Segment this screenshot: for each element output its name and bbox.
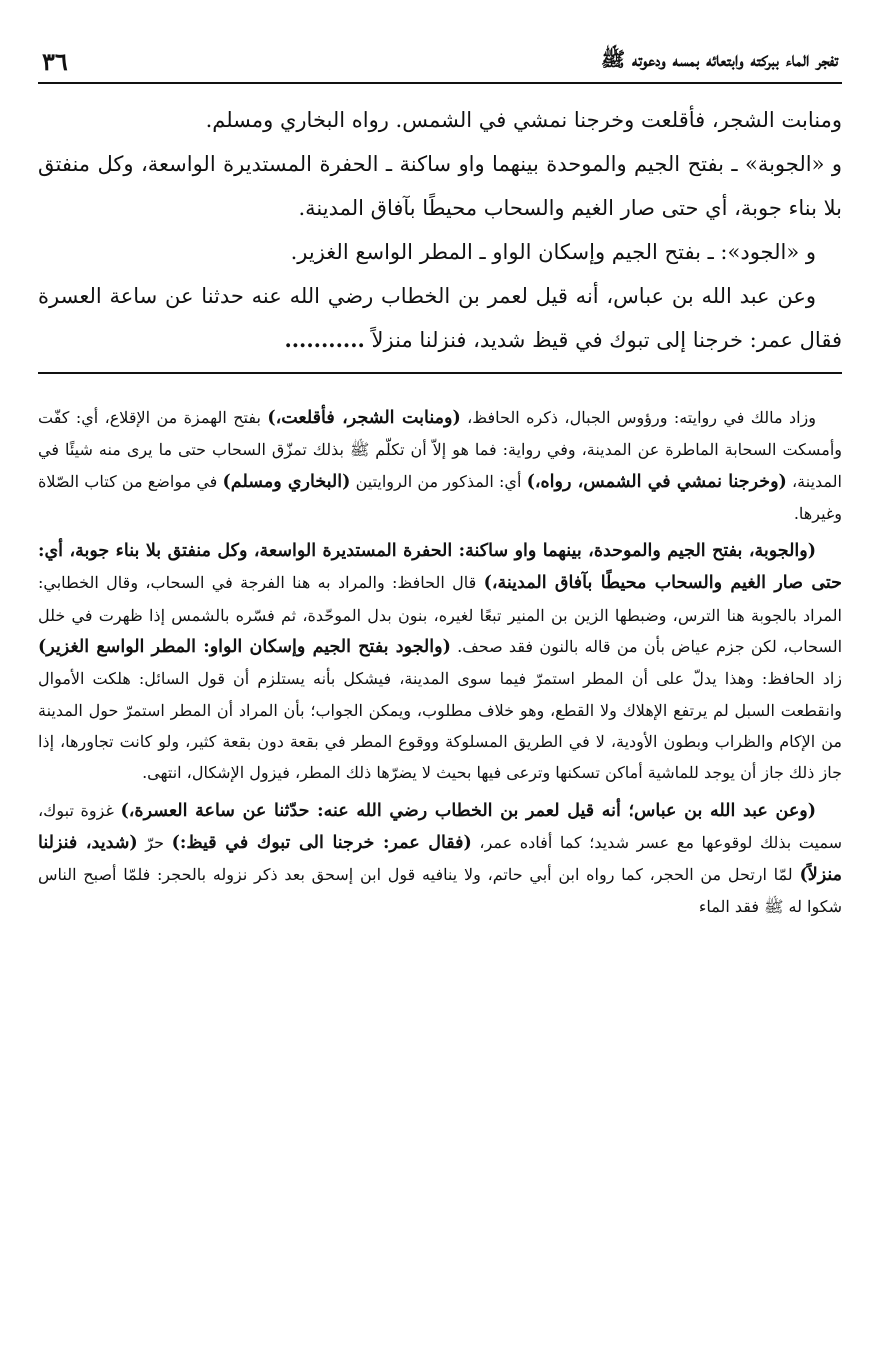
main-paragraph: و «الجود»: ـ بفتح الجيم وإسكان الواو ـ المطر الواسع الغزير. <box>290 240 816 264</box>
commentary-quote: (والجود بفتح الجيم وإسكان الواو: المطر الواسع الغزير) <box>38 637 451 658</box>
page-header <box>38 40 842 84</box>
running-title: تفجر الماء ببركته وابتعائه بمسه ودعوته ﷺ <box>600 47 838 71</box>
page-number: ٣٦ <box>42 47 68 76</box>
commentary-quote: (وخرجنا نمشي في الشمس، رواه،) <box>526 471 787 492</box>
commentary-text: قال الحافظ: والمراد به هنا الفرجة في السحاب، وقال الخطابي: المراد بالجوبة هنا الترس، وضبطها الزين بن المنير تبعًا لغيره، بنون بدل الموحّدة، ثم فسّره بالشمس إذا ظهرت في خلل السحاب، لكن جزم عياض بأن من قاله بالنون فقد صحف. <box>38 573 843 657</box>
commentary-paragraph <box>38 535 842 788</box>
main-paragraph: ومنابت الشجر، فأقلعت وخرجنا نمشي في الشمس. رواه البخاري ومسلم. <box>205 108 842 132</box>
commentary-text: غزوة تبوك، سميت بذلك لوقوعها مع عسر شديد؛ كما أفاده عمر، <box>38 800 842 852</box>
main-paragraph: و «الجوبة» ـ بفتح الجيم والموحدة بينهما واو ساكنة ـ الحفرة المستديرة الواسعة، وكل منفتق بلا بناء جوبة، أي حتى صار الغيم والسحاب محيطًا بآفاق المدينة. <box>38 152 842 220</box>
main-paragraph <box>38 274 842 362</box>
ellipsis: ........... <box>284 327 365 352</box>
commentary-quote: (شديد، فنزلنا منزلاً) <box>38 832 843 886</box>
commentary-text: أي: المذكور من الروايتين <box>350 471 527 491</box>
commentary-text: زاد الحافظ: وهذا يدلّ على أن المطر استمرّ فيما سوى المدينة، فيشكل بأنه يستلزم أن قول السائل: هلكت الأموال وانقطعت السبل لم يرتفع الإهلاك ولا القطع، وهو خلاف مطلوب، ويمكن الجواب؛ بأن المراد أن المطر استمرّ حول المدينة من الإكام والظراب وبطون الأودية، لا في الطريق المسلوكة ووقوع المطر في بقعة دون بقعة كثير، ولو كانت تجاورها، إذا جاز ذلك جاز أن يوجد للماشية أماكن تسكنها وترعى فيها بحيث لا يضرّها ذلك المطر، فيزول الإشكال، انتهى. <box>38 669 843 783</box>
commentary-paragraph <box>38 402 842 529</box>
commentary-text: لمّا ارتحل من الحجر، كما رواه ابن أبي حاتم، ولا ينافيه قول ابن إسحق بعد ذكر نزوله بالحجر: فلمّا أصبح الناس شكوا له ﷺ فقد الماء <box>38 865 842 917</box>
commentary-text: بفتح الهمزة من الإقلاع، أي: كفّت وأمسكت السحابة الماطرة عن المدينة، وفي رواية: فما هو إلاّ أن تكلّم ﷺ بذلك تمزّق السحاب حتى ما يرى منه شيئًا في المدينة، <box>38 408 842 491</box>
commentary-text: في مواضع من كتاب الصّلاة وغيرها. <box>38 471 842 523</box>
commentary <box>38 402 842 923</box>
separator-rule <box>38 372 842 374</box>
book-page <box>38 40 842 1340</box>
commentary-text: وزاد مالك في روايته: ورؤوس الجبال، ذكره الحافظ، <box>460 408 816 427</box>
commentary-quote: (فقال عمر: خرجنا الى تبوك في قيظ:) <box>171 832 472 853</box>
commentary-quote: (البخاري ومسلم) <box>222 471 351 492</box>
main-text <box>38 98 842 362</box>
commentary-quote: (ومنابت الشجر، فأقلعت،) <box>267 408 461 428</box>
commentary-quote: (والجوبة، بفتح الجيم والموحدة، بينهما واو ساكنة: الحفرة المستديرة الواسعة، وكل منفتق بلا بناء جوبة، أي: حتى صار الغيم والسحاب محيطًا بآفاق المدينة،) <box>38 541 842 594</box>
commentary-paragraph <box>38 795 842 923</box>
main-paragraph-text: وعن عبد الله بن عباس، أنه قيل لعمر بن الخطاب رضي الله عنه حدثنا عن ساعة العسرة فقال عمر: خرجنا إلى تبوك في قيظ شديد، فنزلنا منزلاً <box>38 284 842 352</box>
commentary-text: حرّ <box>137 832 172 852</box>
commentary-quote: (وعن عبد الله بن عباس؛ أنه قيل لعمر بن الخطاب رضي الله عنه: حدّثنا عن ساعة العسرة،) <box>120 800 817 821</box>
